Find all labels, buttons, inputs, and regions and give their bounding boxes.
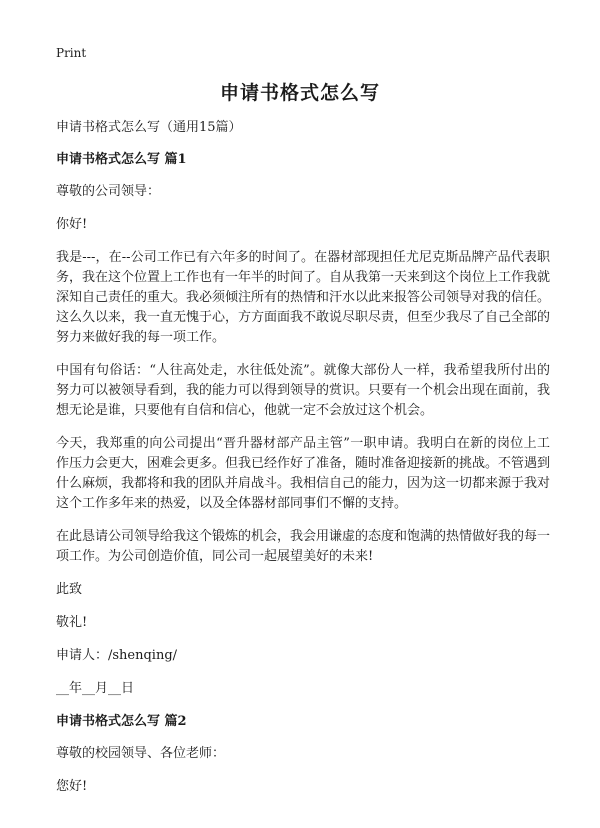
greeting-1: 你好! bbox=[56, 217, 88, 232]
print-link[interactable]: Print bbox=[56, 46, 87, 60]
page-title: 申请书格式怎么写 bbox=[219, 82, 380, 104]
greeting-2: 您好! bbox=[56, 779, 88, 794]
paragraph: 我是---，在--公司工作已有六年多的时间了。在器材部现担任尤尼克斯品牌产品代表职务，我在这个位置上工作也有一年半的时间了。自从我第一天来到这个岗位上工作我就深知自己责任的重大。我必须倾注所有的热情和汗水以此来报答公司领导对我的信任。这么久以来，我一直无愧于心，方方面面我不敢说尽职尽责，但至少我尽了自己全部的努力来做好我的每一项工作。 bbox=[56, 250, 551, 345]
document-body bbox=[56, 118, 550, 810]
closing-line-2: 敬礼! bbox=[56, 615, 88, 630]
closing-line-1: 此致 bbox=[56, 582, 83, 597]
paragraph: 中国有句俗话：“人往高处走，水往低处流”。就像大部份人一样，我希望我所付出的努力可以被领导看到，我的能力可以得到领导的赏识。只要有一个机会出现在面前，我想无论是谁，只要他有自信和信心，他就一定不会放过这个机会。 bbox=[56, 363, 551, 418]
section-heading-1: 申请书格式怎么写 篇1 bbox=[56, 152, 187, 167]
date-line: __年__月__日 bbox=[56, 681, 135, 696]
document-subtitle: 申请书格式怎么写（通用15篇） bbox=[56, 120, 242, 135]
section-heading-2: 申请书格式怎么写 篇2 bbox=[56, 714, 187, 729]
salutation-2: 尊敬的校园领导、各位老师： bbox=[56, 746, 226, 761]
salutation-1: 尊敬的公司领导： bbox=[56, 184, 161, 199]
paragraph: 在此恳请公司领导给我这个锻炼的机会，我会用谦虚的态度和饱满的热情做好我的每一项工作。为公司创造价值，同公司一起展望美好的未来! bbox=[56, 529, 551, 564]
applicant-line: 申请人：/shenqing/ bbox=[56, 648, 178, 663]
paragraph: 今天，我郑重的向公司提出“晋升器材部产品主管”一职申请。我明白在新的岗位上工作压力会更大，困难会更多。但我已经作好了准备，随时准备迎接新的挑战。不管遇到什么麻烦，我都将和我的团队并肩战斗。我相信自己的能力，因为这一切都来源于我对这个工作多年来的热爱，以及全体器材部同事们不懈的支持。 bbox=[56, 436, 551, 511]
